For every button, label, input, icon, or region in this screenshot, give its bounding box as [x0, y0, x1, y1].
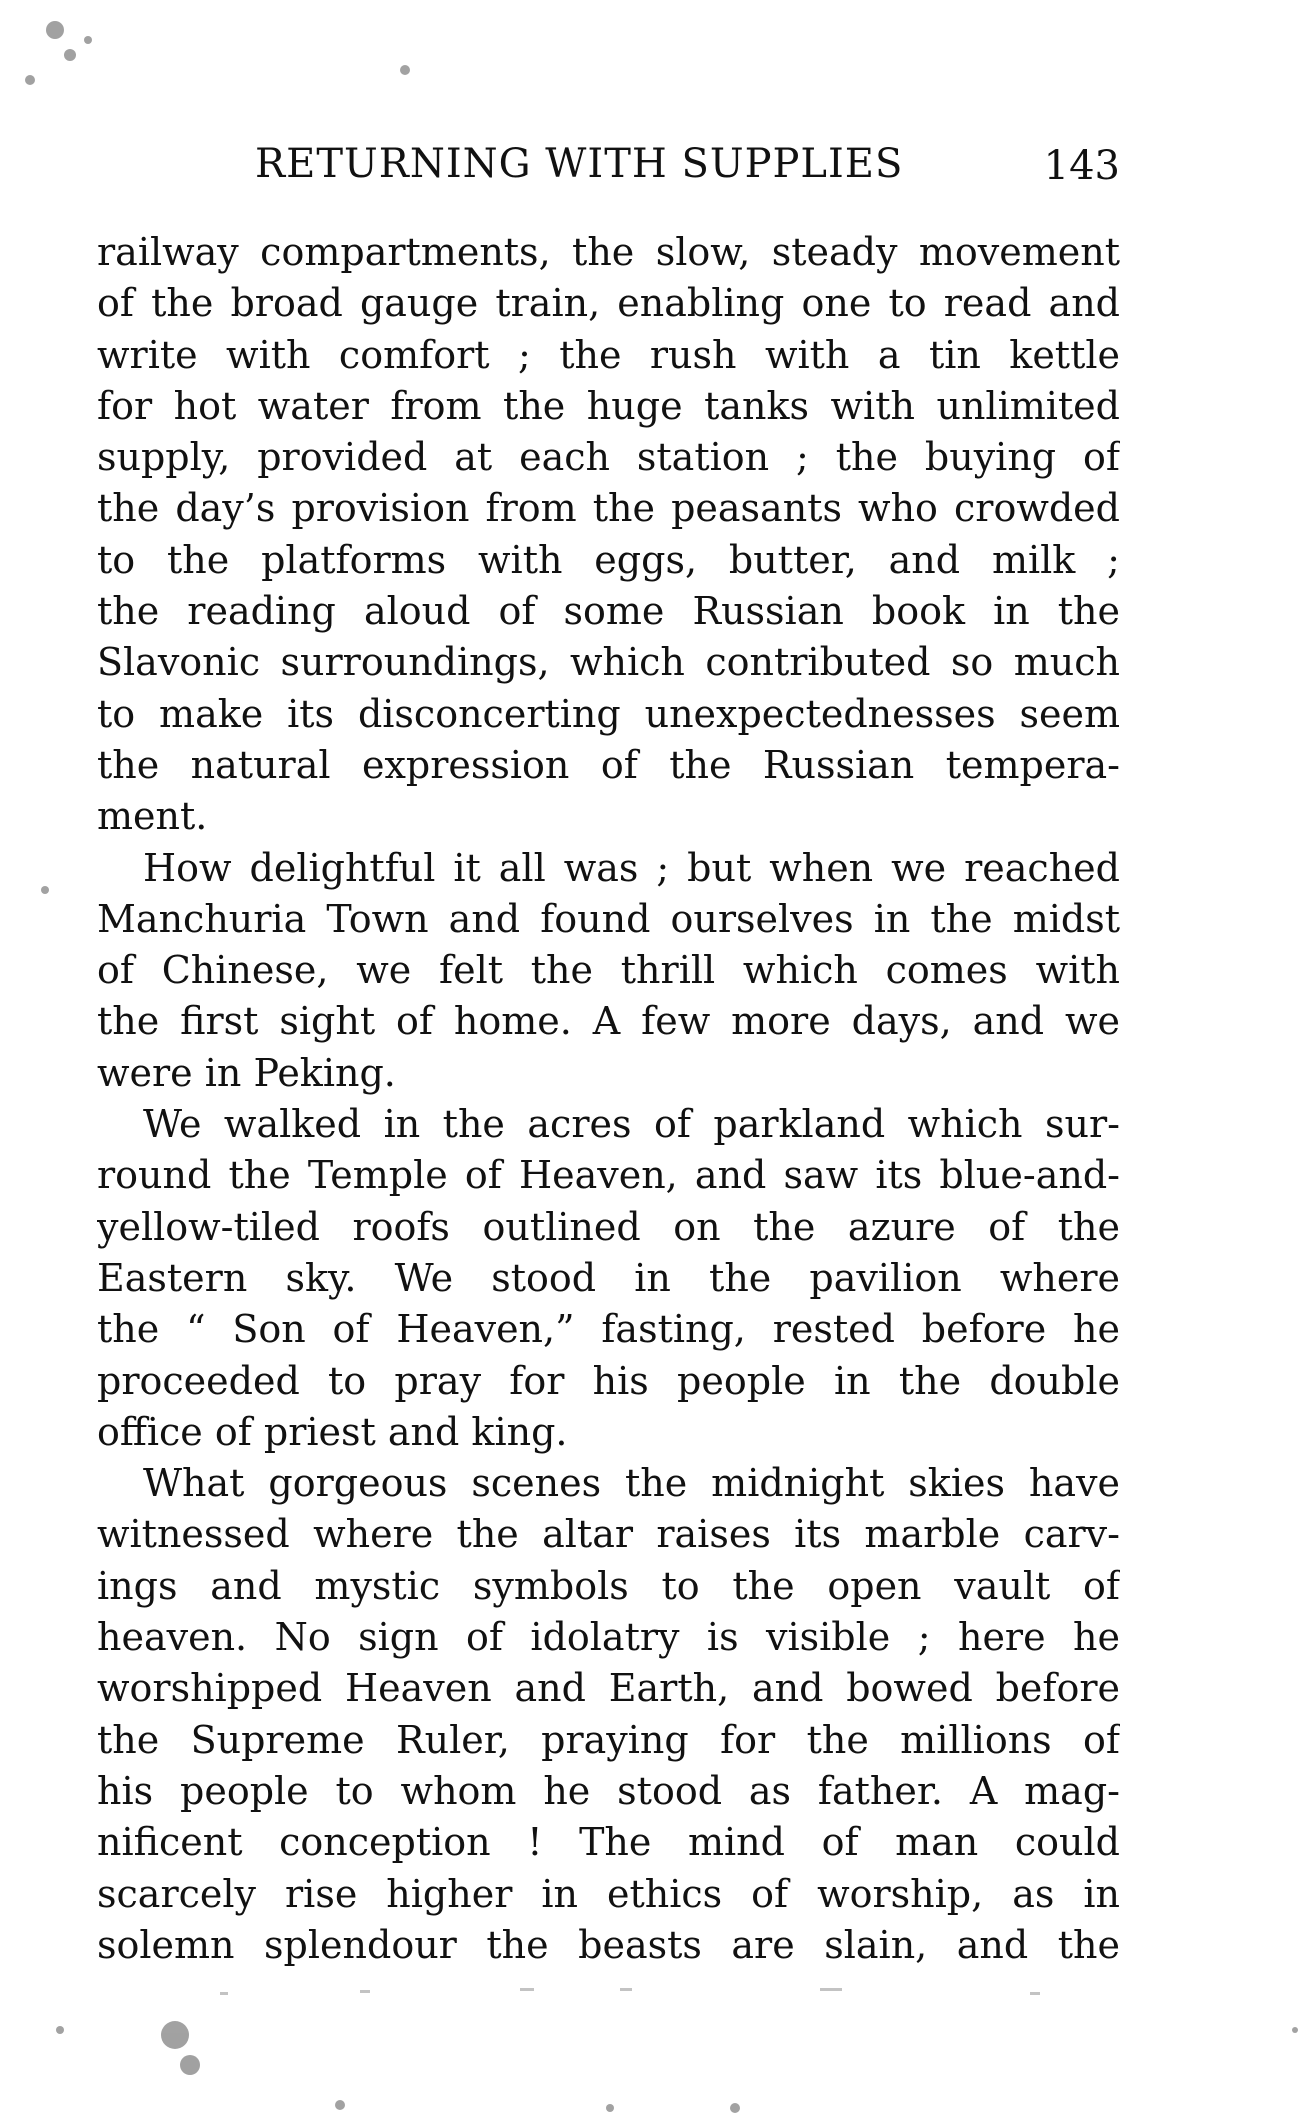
- speck: [520, 1988, 534, 1991]
- text-line: yellow-tiled roofs outlined on the azure of the: [97, 1204, 1120, 1249]
- text-line: the Supreme Ruler, praying for the millions of: [97, 1717, 1120, 1762]
- text-line: the “ Son of Heaven,” fasting, rested before he: [97, 1307, 1120, 1352]
- text-line: What gorgeous scenes the midnight skies have: [143, 1461, 1120, 1506]
- speck: [56, 2026, 64, 2034]
- text-line: to make its disconcerting unexpectednesses seem: [97, 691, 1120, 736]
- text-line: round the Temple of Heaven, and saw its blue-and-: [97, 1153, 1120, 1198]
- text-line: worshipped Heaven and Earth, and bowed before: [97, 1666, 1120, 1711]
- speck: [606, 2104, 614, 2112]
- body-text: [97, 227, 1120, 1971]
- page-number: 143: [1043, 143, 1120, 189]
- text-line: for hot water from the huge tanks with unlimited: [97, 383, 1120, 428]
- text-line: to the platforms with eggs, butter, and milk ;: [97, 537, 1120, 582]
- speck: [360, 1990, 370, 1993]
- text-line: scarcely rise higher in ethics of worship, as in: [97, 1871, 1120, 1916]
- text-line: office of priest and king.: [97, 1409, 568, 1454]
- text-line: write with comfort ; the rush with a tin kettle: [97, 332, 1120, 377]
- speck: [180, 2055, 200, 2075]
- speck: [620, 1988, 632, 1991]
- text-line: nificent conception ! The mind of man could: [97, 1820, 1120, 1865]
- speck: [84, 36, 92, 44]
- text-line: the day’s provision from the peasants who crowded: [97, 486, 1120, 531]
- text-line: supply, provided at each station ; the buying of: [97, 435, 1120, 480]
- text-line: We walked in the acres of parkland which sur-: [143, 1102, 1120, 1147]
- text-line: ment.: [97, 794, 208, 839]
- text-line: solemn splendour the beasts are slain, and the: [97, 1922, 1120, 1967]
- text-line: the natural expression of the Russian tempera-: [97, 742, 1120, 787]
- text-line: of Chinese, we felt the thrill which comes with: [97, 948, 1120, 993]
- speck: [820, 1988, 842, 1991]
- text-line: Slavonic surroundings, which contributed so much: [97, 640, 1120, 685]
- text-line: heaven. No sign of idolatry is visible ; here he: [97, 1615, 1120, 1660]
- text-line: railway compartments, the slow, steady movement: [97, 230, 1120, 274]
- speck: [46, 21, 64, 39]
- running-head: [97, 135, 1120, 195]
- speck: [335, 2100, 345, 2110]
- speck: [400, 65, 410, 75]
- text-line: the reading aloud of some Russian book in the: [97, 589, 1120, 634]
- speck: [41, 886, 49, 894]
- text-line: How delightful it all was ; but when we reached: [143, 845, 1120, 890]
- text-line: the first sight of home. A few more days, and we: [97, 999, 1120, 1044]
- speck: [1292, 2027, 1298, 2033]
- text-line: ings and mystic symbols to the open vault of: [97, 1563, 1120, 1608]
- running-title: RETURNING WITH SUPPLIES: [255, 141, 904, 187]
- speck: [220, 1992, 228, 1995]
- text-line: Manchuria Town and found ourselves in the midst: [97, 896, 1120, 941]
- speck: [25, 75, 35, 85]
- text-line: of the broad gauge train, enabling one to read and: [97, 281, 1120, 326]
- text-line: Eastern sky. We stood in the pavilion where: [97, 1255, 1120, 1300]
- speck: [1030, 1992, 1040, 1995]
- speck: [64, 49, 76, 61]
- text-line: witnessed where the altar raises its marble carv-: [97, 1512, 1120, 1557]
- speck: [730, 2103, 740, 2113]
- text-line: were in Peking.: [97, 1050, 396, 1095]
- text-line: proceeded to pray for his people in the double: [97, 1358, 1120, 1403]
- text-line: his people to whom he stood as father. A mag-: [97, 1768, 1120, 1813]
- speck: [161, 2021, 189, 2049]
